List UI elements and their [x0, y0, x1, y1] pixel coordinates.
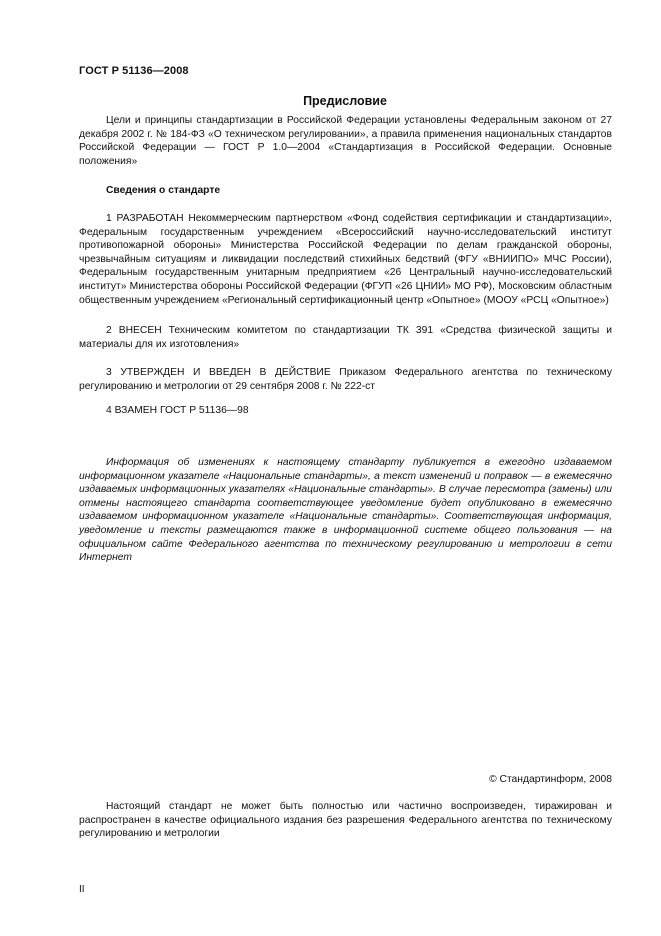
item-introduced: 2 ВНЕСЕН Техническим комитетом по стандартизации ТК 391 «Средства физической защиты и материалы для их изготовления»	[79, 325, 612, 350]
page-title: Предисловие	[303, 94, 387, 108]
page-number: II	[79, 884, 85, 895]
reproduction-notice: Настоящий стандарт не может быть полностью или частично воспроизведен, тиражирован и распространен в качестве официального издания без разрешения Федерального агентства по техническому регулированию и метрологии	[79, 801, 612, 840]
section-heading: Сведения о стандарте	[106, 185, 221, 196]
item-replaces: 4 ВЗАМЕН ГОСТ Р 51136—98	[106, 405, 249, 416]
intro-paragraph: Цели и принципы стандартизации в Российской Федерации установлены Федеральным законом от 27 декабря 2002 г. № 184-ФЗ «О техническом регулировании», а правила применения национальных стандартов Российской Федерации — ГОСТ Р 1.0—2004 «Стандартизация в Российской Федерации. Основные положения»	[79, 115, 612, 167]
standard-id-header: ГОСТ Р 51136—2008	[79, 65, 189, 77]
copyright-line: © Стандартинформ, 2008	[489, 774, 612, 785]
item-developed: 1 РАЗРАБОТАН Некоммерческим партнерством «Фонд содействия сертификации и стандартизации», Федеральным государственным учреждением «Всероссийский научно-исследовательский институт противопожарной обороны» Министерства Российской Федерации по делам гражданской обороны, чрезвычайным ситуациям и ликвидации последствий стихийных бедствий (ФГУ «ВНИИПО» МЧС России), Федеральным государственным унитарным предприятием «26 Центральный научно-исследовательский институт» Министерства обороны Российской Федерации (ФГУП «26 ЦНИИ» МО РФ), Московским областным общественным учреждением «Региональный сертификационный центр «Опытное» (МООУ «РСЦ «Опытное»)	[79, 213, 612, 306]
amendments-notice: Информация об изменениях к настоящему стандарту публикуется в ежегодно издаваемом информационном указателе «Национальные стандарты», а текст изменений и поправок — в ежемесячно издаваемых информационных указателях «Национальные стандарты». В случае пересмотра (замены) или отмены настоящего стандарта соответствующее уведомление будет опубликовано в ежемесячно издаваемом информационном указателе «Национальные стандарты». Соответствующая информация, уведомление и тексты размещаются также в информационной системе общего пользования — на официальном сайте Федерального агентства по техническому регулированию и метрологии в сети Интернет	[79, 457, 612, 564]
item-approved: 3 УТВЕРЖДЕН И ВВЕДЕН В ДЕЙСТВИЕ Приказом Федерального агентства по техническому регулированию и метрологии от 29 сентября 2008 г. № 222-ст	[79, 367, 612, 392]
